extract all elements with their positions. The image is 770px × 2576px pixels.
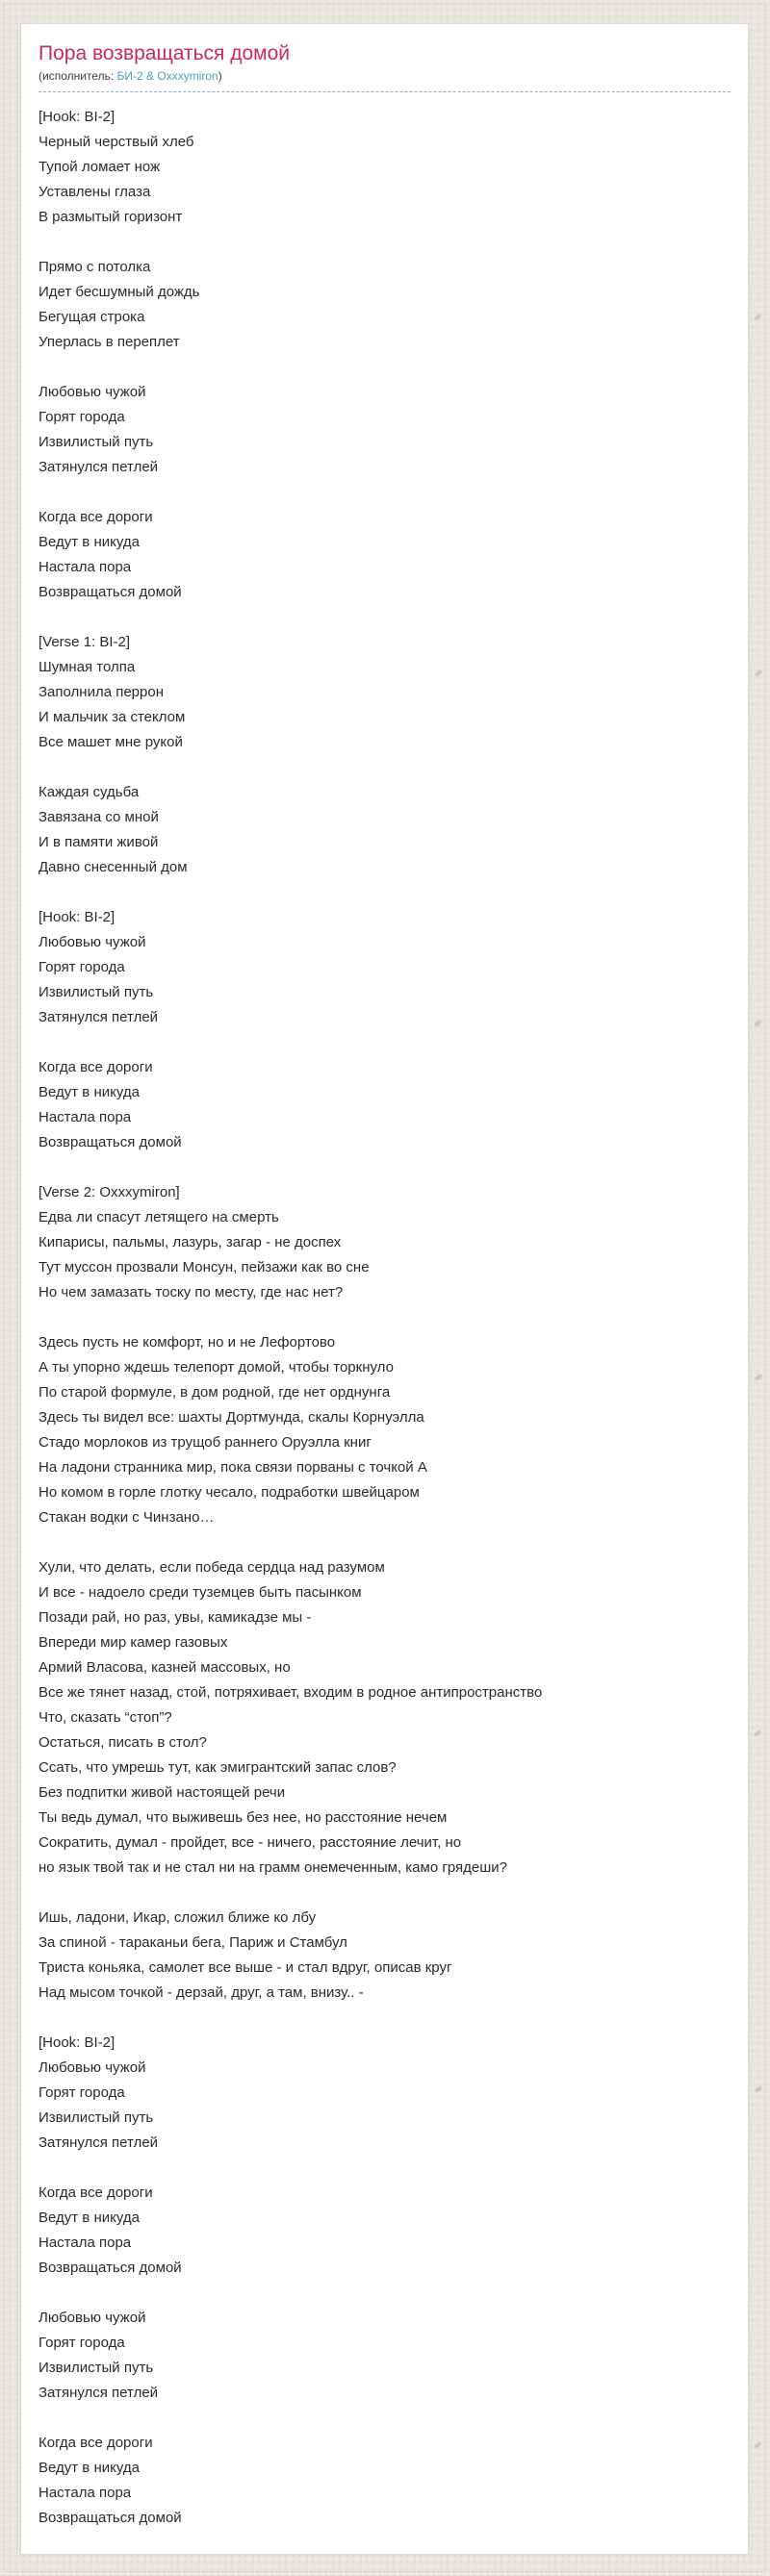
lyric-line: Без подпитки живой настоящей речи [38,1784,286,1801]
background-texture-mark [754,314,762,321]
lyric-line: Извилистый путь [38,2360,154,2376]
lyric-line: [Verse 1: BI-2] [38,634,131,650]
lyric-line: Давно снесенный дом [38,859,188,875]
background-texture-mark [754,1730,762,1737]
lyric-blank-line [38,755,731,780]
lyric-line: Но комом в горле глотку чесало, подработки швейцаром [38,1484,420,1501]
lyric-blank-line [38,1305,731,1330]
lyric-blank-line [38,2406,731,2431]
lyric-line: Извилистый путь [38,984,154,1000]
lyric-blank-line [38,1030,731,1055]
lyric-line: Но чем замазать тоску по месту, где нас нет? [38,1284,344,1301]
lyric-line: Ведут в никуда [38,1084,140,1100]
lyric-line: Все машет мне рукой [38,734,183,750]
lyric-line: Любовью чужой [38,934,146,950]
lyric-line: И все - надоело среди туземцев быть пасынком [38,1584,362,1601]
lyric-line: Любовью чужой [38,2059,146,2076]
lyric-line: Настала пора [38,1109,132,1125]
lyric-line: Кипарисы, пальмы, лазурь, загар - не доспех [38,1234,342,1250]
lyric-line: Когда все дороги [38,1059,153,1075]
lyric-line: Бегущая строка [38,309,145,325]
lyric-line: Ссать, что умрешь тут, как эмигрантский запас слов? [38,1759,397,1776]
lyric-line: Возвращаться домой [38,1134,182,1150]
background-texture-mark [755,1374,763,1381]
lyric-line: [Hook: BI-2] [38,909,116,925]
lyric-line: Что, сказать “стоп”? [38,1709,172,1726]
lyric-line: Затянулся петлей [38,459,159,475]
song-title: Пора возвращаться домой [38,42,291,64]
lyric-line: Армий Власова, казней массовых, но [38,1659,291,1676]
lyric-line: Возвращаться домой [38,2510,182,2526]
lyric-line: Возвращаться домой [38,584,182,600]
artist-label: (исполнитель: [38,69,115,83]
lyric-line: Ишь, ладони, Икар, сложил ближе ко лбу [38,1909,317,1926]
lyric-line: Настала пора [38,2235,132,2251]
lyric-line: Каждая судьба [38,784,140,800]
lyric-blank-line [38,480,731,505]
lyrics-card [20,23,749,2555]
artist-line [38,68,731,92]
lyric-line: Любовью чужой [38,384,146,400]
lyric-line: Затянулся петлей [38,2385,159,2401]
lyric-blank-line [38,1155,731,1180]
lyric-line: Настала пора [38,559,132,575]
lyric-line: Тупой ломает нож [38,159,161,175]
lyric-line: Здесь ты видел все: шахты Дортмунда, скалы Корнуэлла [38,1409,424,1426]
lyric-line: Извилистый путь [38,434,154,450]
lyric-line: Извилистый путь [38,2109,154,2126]
lyric-line: Прямо с потолка [38,259,151,275]
lyric-line: Ведут в никуда [38,534,140,550]
lyric-line: Когда все дороги [38,509,153,525]
lyric-line: Затянулся петлей [38,1009,159,1025]
lyric-line: Здесь пусть не комфорт, но и не Лефортово [38,1334,336,1351]
lyric-line: Уставлены глаза [38,184,151,200]
lyric-line: На ладони странника мир, пока связи порваны с точкой А [38,1459,427,1476]
lyric-line: Ведут в никуда [38,2210,140,2226]
lyric-line: Стакан водки с Чинзано… [38,1509,215,1526]
lyric-line: но язык твой так и не стал ни на грамм онемеченным, камо грядеши? [38,1859,507,1876]
lyric-line: [Verse 2: Oxxxymiron] [38,1184,180,1200]
lyric-line: Едва ли спасут летящего на смерть [38,1209,279,1225]
lyric-line: Завязана со мной [38,809,159,825]
lyric-line: Сократить, думал - пройдет, все - ничего, расстояние лечит, но [38,1834,462,1851]
lyric-line: Впереди мир камер газовых [38,1634,228,1651]
lyric-line: Когда все дороги [38,2435,153,2451]
lyric-line: Возвращаться домой [38,2260,182,2276]
lyric-blank-line [38,355,731,380]
lyric-blank-line [38,605,731,630]
lyric-line: Над мысом точкой - дерзай, друг, а там, внизу.. - [38,1984,364,2001]
lyric-line: По старой формуле, в дом родной, где нет орднунга [38,1384,391,1401]
lyric-line: Шумная толпа [38,659,136,675]
lyric-line: Затянулся петлей [38,2134,159,2151]
lyric-line: Горят города [38,2084,125,2101]
lyric-line: Настала пора [38,2485,132,2501]
lyric-line: Черный черствый хлеб [38,134,194,150]
artist-close-paren: ) [218,69,222,83]
lyric-line: В размытый горизонт [38,209,183,225]
lyric-line: Тут муссон прозвали Монсун, пейзажи как во сне [38,1259,370,1275]
lyric-blank-line [38,1881,731,1906]
lyric-line: Все же тянет назад, стой, потряхивает, входим в родное антипространство [38,1684,543,1701]
lyric-line: А ты упорно ждешь телепорт домой, чтобы торкнуло [38,1359,394,1376]
lyric-blank-line [38,2281,731,2306]
lyrics-text [38,105,731,2531]
lyric-blank-line [38,2156,731,2181]
lyric-line: Любовью чужой [38,2310,146,2326]
background-texture-mark [754,2441,762,2449]
lyric-blank-line [38,2006,731,2031]
lyric-line: За спиной - тараканьи бега, Париж и Стамбул [38,1934,347,1951]
lyric-line: Остаться, писать в стол? [38,1734,207,1751]
lyric-line: Ведут в никуда [38,2460,140,2476]
artist-link[interactable]: БИ-2 & Oxxxymiron [116,69,218,83]
lyric-line: Хули, что делать, если победа сердца над разумом [38,1559,385,1576]
lyric-line: Триста коньяка, самолет все выше - и стал вдруг, описав круг [38,1959,452,1976]
lyric-line: И мальчик за стеклом [38,709,186,725]
background-texture-mark [754,1020,762,1027]
lyric-line: Когда все дороги [38,2185,153,2201]
lyric-line: И в памяти живой [38,834,159,850]
lyric-line: Уперлась в переплет [38,334,180,350]
lyric-line: Горят города [38,409,125,425]
lyric-blank-line [38,880,731,905]
lyric-line: Заполнила перрон [38,684,164,700]
lyric-line: Позади рай, но раз, увы, камикадзе мы - [38,1609,312,1626]
lyric-line: Горят города [38,2335,125,2351]
background-texture-mark [755,2085,763,2093]
lyric-line: Идет бесшумный дождь [38,284,200,300]
lyric-line: Ты ведь думал, что выживешь без нее, но расстояние нечем [38,1809,448,1826]
lyric-blank-line [38,230,731,255]
lyric-line: [Hook: BI-2] [38,2034,116,2051]
lyric-line: Горят города [38,959,125,975]
background-texture-mark [755,669,763,677]
lyric-line: [Hook: BI-2] [38,109,116,125]
lyric-blank-line [38,1530,731,1555]
lyric-line: Стадо морлоков из трущоб раннего Оруэлла книг [38,1434,372,1451]
